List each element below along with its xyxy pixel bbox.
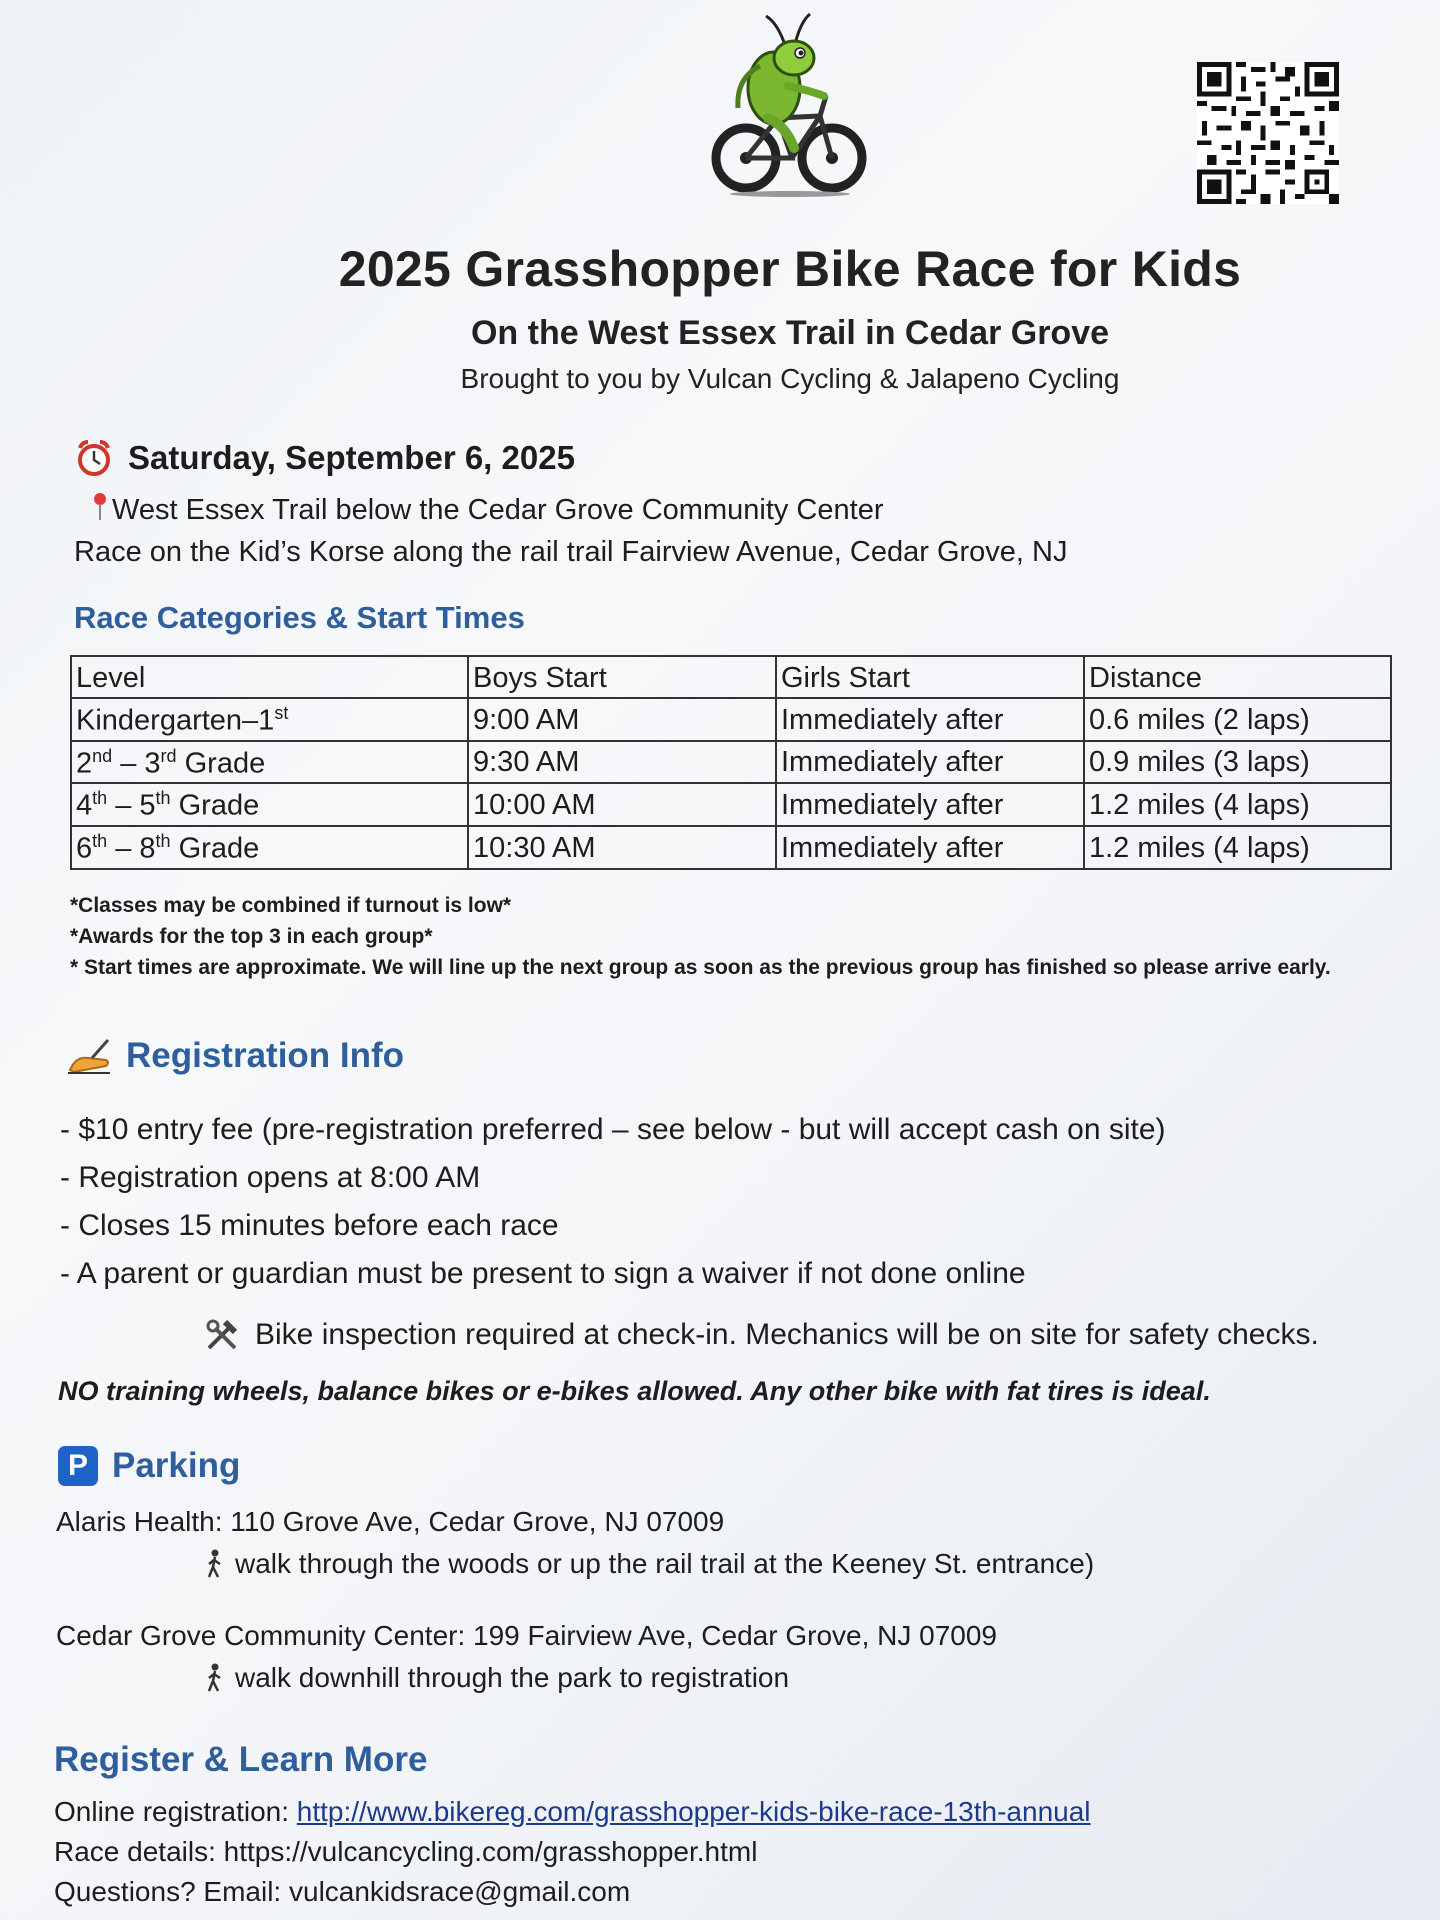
- parking-address: Alaris Health: 110 Grove Ave, Cedar Grove, NJ 07009: [56, 1506, 725, 1537]
- distance-cell: 1.2 miles (4 laps): [1084, 826, 1391, 869]
- boys-start-cell: 9:00 AM: [468, 698, 776, 741]
- links-block: [54, 1792, 1091, 1912]
- note-combined: *Classes may be combined if turnout is low*: [70, 894, 512, 917]
- list-item: - Closes 15 minutes before each race: [60, 1209, 559, 1242]
- page-title: 2025 Grasshopper Bike Race for Kids: [338, 241, 1242, 297]
- bike-restriction: NO training wheels, balance bikes or e-bikes allowed. Any other bike with fat tires is ideal.: [58, 1376, 1211, 1406]
- writing-hand-icon: [66, 1036, 114, 1076]
- distance-cell: 1.2 miles (4 laps): [1084, 783, 1391, 826]
- event-date: Saturday, September 6, 2025: [128, 439, 575, 476]
- parking-heading-row: [58, 1446, 240, 1486]
- race-schedule-table: [70, 655, 1392, 870]
- event-location-row: [92, 494, 883, 527]
- list-item: - $10 entry fee (pre-registration preferred – see below - but will accept cash on site): [60, 1113, 1166, 1146]
- column-header: Boys Start: [468, 656, 776, 698]
- list-item: - Registration opens at 8:00 AM: [60, 1161, 481, 1194]
- parking-directions: walk through the woods or up the rail trail at the Keeney St. entrance): [235, 1548, 1095, 1579]
- inspection-text: Bike inspection required at check-in. Mechanics will be on site for safety checks.: [255, 1318, 1319, 1351]
- parking-directions-row: [205, 1548, 1094, 1580]
- girls-start-cell: Immediately after: [776, 698, 1084, 741]
- table-row: [71, 698, 1391, 741]
- grasshopper-bike-logo: [708, 8, 872, 198]
- girls-start-cell: Immediately after: [776, 741, 1084, 784]
- event-location: West Essex Trail below the Cedar Grove Community Center: [112, 494, 884, 526]
- distance-cell: 0.6 miles (2 laps): [1084, 698, 1391, 741]
- note-awards: *Awards for the top 3 in each group*: [70, 925, 433, 948]
- hammer-wrench-icon: [205, 1318, 239, 1352]
- registration-list: [60, 1106, 1166, 1298]
- boys-start-cell: 9:30 AM: [468, 741, 776, 784]
- online-registration-link[interactable]: http://www.bikereg.com/grasshopper-kids-bike-race-13th-annual: [296, 1796, 1091, 1827]
- walking-person-icon: [205, 1549, 223, 1579]
- questions-email-text: Questions? Email: vulcankidsrace@gmail.com: [54, 1876, 631, 1907]
- distance-cell: 0.9 miles (3 laps): [1084, 741, 1391, 784]
- walking-person-icon: [205, 1663, 223, 1693]
- qr-code[interactable]: [1195, 62, 1341, 204]
- level-cell: 2nd – 3rd Grade: [71, 741, 468, 784]
- online-registration-row: [54, 1792, 1091, 1832]
- boys-start-cell: 10:00 AM: [468, 783, 776, 826]
- sponsor-byline: Brought to you by Vulcan Cycling & Jalapeno Cycling: [460, 363, 1120, 394]
- list-item: - A parent or guardian must be present to sign a waiver if not done online: [60, 1257, 1026, 1290]
- parking-address: Cedar Grove Community Center: 199 Fairview Ave, Cedar Grove, NJ 07009: [56, 1620, 998, 1651]
- girls-start-cell: Immediately after: [776, 783, 1084, 826]
- level-cell: Kindergarten–1st: [71, 698, 468, 741]
- table-row: [71, 741, 1391, 784]
- girls-start-cell: Immediately after: [776, 826, 1084, 869]
- parking-icon: P: [58, 1446, 98, 1486]
- event-date-row: [74, 438, 575, 478]
- parking-heading: Parking: [112, 1446, 241, 1485]
- boys-start-cell: 10:30 AM: [468, 826, 776, 869]
- page-subtitle: On the West Essex Trail in Cedar Grove: [470, 314, 1110, 352]
- parking-directions: walk downhill through the park to registration: [235, 1662, 790, 1693]
- column-header: Distance: [1084, 656, 1391, 698]
- online-registration-label: Online registration:: [54, 1796, 297, 1827]
- column-header: Girls Start: [776, 656, 1084, 698]
- registration-heading-row: [66, 1036, 404, 1076]
- table-row: [71, 783, 1391, 826]
- map-pin-icon: [92, 492, 108, 522]
- parking-directions-row: [205, 1662, 789, 1694]
- register-learn-more-heading: Register & Learn More: [54, 1740, 428, 1779]
- race-notes: [70, 890, 1331, 983]
- column-header: Level: [71, 656, 468, 698]
- race-categories-heading: Race Categories & Start Times: [74, 600, 525, 635]
- note-start-times: * Start times are approximate. We will line up the next group as soon as the previous group has finished so please arrive early.: [70, 956, 1331, 979]
- event-course: Race on the Kid’s Korse along the rail trail Fairview Avenue, Cedar Grove, NJ: [74, 536, 1068, 568]
- inspection-row: [205, 1318, 1319, 1352]
- registration-heading: Registration Info: [126, 1036, 405, 1075]
- alarm-clock-icon: [74, 438, 114, 478]
- race-details-text: Race details: https://vulcancycling.com/grasshopper.html: [54, 1836, 758, 1867]
- level-cell: 4th – 5th Grade: [71, 783, 468, 826]
- level-cell: 6th – 8th Grade: [71, 826, 468, 869]
- table-header-row: [71, 656, 1391, 698]
- table-row: [71, 826, 1391, 869]
